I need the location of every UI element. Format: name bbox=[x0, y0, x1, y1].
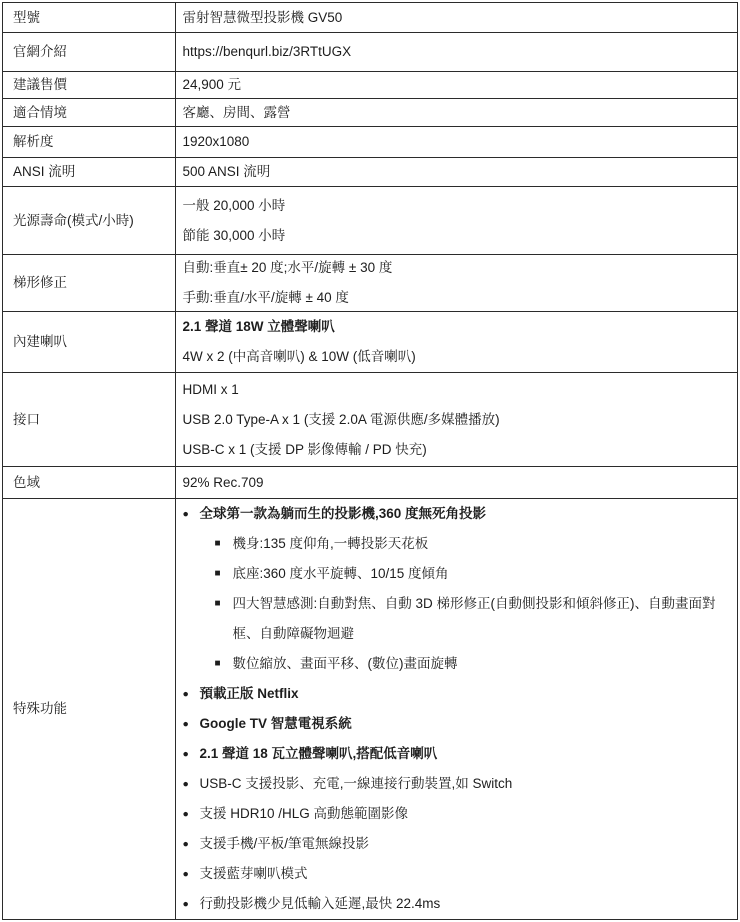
spec-value bbox=[176, 467, 738, 498]
circle-bullet-icon: ● bbox=[182, 718, 189, 730]
spec-value-line: 客廳、房間、露營 bbox=[182, 104, 291, 120]
spec-value bbox=[176, 33, 738, 71]
spec-value bbox=[176, 3, 738, 32]
feature-text: 支援手機/平板/筆電無線投影 bbox=[199, 836, 370, 851]
feature-text: 支援 HDR10 /HLG 高動態範圍影像 bbox=[199, 806, 409, 821]
spec-label: 特殊功能 bbox=[3, 499, 176, 919]
square-bullet-icon: ■ bbox=[214, 538, 221, 549]
spec-value-line: 手動:垂直/水平/旋轉 ± 40 度 bbox=[182, 290, 349, 305]
spec-label: ANSI 流明 bbox=[3, 158, 176, 186]
spec-value-line: 24,900 元 bbox=[182, 77, 242, 92]
feature-text: 四大智慧感測:自動對焦、自動 3D 梯形修正(自動側投影和傾斜修正)、自動畫面對框、自動障礙物迴避 bbox=[232, 596, 716, 641]
feature-item bbox=[176, 499, 735, 529]
spec-label: 色域 bbox=[3, 467, 176, 498]
spec-value-line: 2.1 聲道 18W 立體聲喇叭 bbox=[182, 319, 335, 334]
spec-value-line: https://benqurl.biz/3RTtUGX bbox=[182, 44, 352, 59]
spec-value-line: HDMI x 1 bbox=[182, 381, 239, 397]
spec-value-line: USB-C x 1 (支援 DP 影像傳輸 / PD 快充) bbox=[182, 441, 427, 457]
spec-row bbox=[3, 33, 737, 72]
circle-bullet-icon: ● bbox=[182, 748, 189, 760]
spec-value bbox=[176, 312, 738, 372]
spec-value bbox=[176, 158, 738, 186]
spec-row bbox=[3, 72, 737, 99]
feature-item bbox=[176, 829, 735, 859]
spec-label: 光源壽命(模式/小時) bbox=[3, 187, 176, 254]
feature-item bbox=[176, 799, 735, 829]
spec-label: 解析度 bbox=[3, 127, 176, 157]
spec-label: 接口 bbox=[3, 373, 176, 466]
spec-row bbox=[3, 467, 737, 499]
spec-value bbox=[176, 72, 738, 98]
feature-text: 支援藍芽喇叭模式 bbox=[199, 866, 308, 881]
feature-item bbox=[176, 769, 735, 799]
spec-value bbox=[176, 187, 738, 254]
spec-label: 型號 bbox=[3, 3, 176, 32]
spec-value-line: 92% Rec.709 bbox=[182, 474, 264, 490]
circle-bullet-icon: ● bbox=[182, 838, 189, 850]
spec-value bbox=[176, 373, 738, 466]
circle-bullet-icon: ● bbox=[182, 508, 189, 520]
spec-label: 內建喇叭 bbox=[3, 312, 176, 372]
spec-row bbox=[3, 99, 737, 127]
feature-text: Google TV 智慧電視系統 bbox=[199, 716, 352, 731]
feature-item bbox=[176, 709, 735, 739]
spec-row bbox=[3, 255, 737, 312]
feature-text: 底座:360 度水平旋轉、10/15 度傾角 bbox=[232, 566, 449, 581]
spec-value-line: USB 2.0 Type-A x 1 (支援 2.0A 電源供應/多媒體播放) bbox=[182, 411, 500, 427]
circle-bullet-icon: ● bbox=[182, 688, 189, 700]
feature-text: 行動投影機少見低輸入延遲,最快 22.4ms bbox=[199, 896, 441, 911]
spec-value-line: 500 ANSI 流明 bbox=[182, 164, 271, 179]
spec-value-line: 雷射智慧微型投影機 GV50 bbox=[182, 9, 343, 25]
spec-row bbox=[3, 187, 737, 255]
spec-table bbox=[2, 2, 738, 920]
feature-text: 機身:135 度仰角,一轉投影天花板 bbox=[232, 536, 429, 551]
feature-text: 全球第一款為躺而生的投影機,360 度無死角投影 bbox=[199, 506, 487, 521]
feature-item bbox=[176, 559, 735, 589]
feature-text: USB-C 支援投影、充電,一線連接行動裝置,如 Switch bbox=[199, 776, 513, 791]
feature-text: 預載正版 Netflix bbox=[199, 686, 299, 701]
spec-label: 官網介紹 bbox=[3, 33, 176, 71]
spec-label: 梯形修正 bbox=[3, 255, 176, 311]
spec-row bbox=[3, 499, 737, 919]
spec-value-line: 一般 20,000 小時 bbox=[182, 197, 286, 213]
spec-value-line: 1920x1080 bbox=[182, 134, 250, 149]
circle-bullet-icon: ● bbox=[182, 808, 189, 820]
feature-text: 2.1 聲道 18 瓦立體聲喇叭,搭配低音喇叭 bbox=[199, 746, 438, 761]
spec-value bbox=[176, 127, 738, 157]
spec-label: 建議售價 bbox=[3, 72, 176, 98]
feature-item bbox=[176, 589, 735, 649]
feature-item bbox=[176, 679, 735, 709]
circle-bullet-icon: ● bbox=[182, 868, 189, 880]
feature-item bbox=[176, 649, 735, 679]
square-bullet-icon: ■ bbox=[214, 658, 221, 669]
feature-item bbox=[176, 739, 735, 769]
spec-row bbox=[3, 3, 737, 33]
spec-value bbox=[176, 99, 738, 126]
square-bullet-icon: ■ bbox=[214, 568, 221, 579]
square-bullet-icon: ■ bbox=[214, 598, 221, 609]
spec-row bbox=[3, 312, 737, 373]
spec-value-line: 4W x 2 (中高音喇叭) & 10W (低音喇叭) bbox=[182, 349, 416, 364]
spec-value-line: 自動:垂直± 20 度;水平/旋轉 ± 30 度 bbox=[182, 260, 393, 275]
feature-text: 數位縮放、畫面平移、(數位)畫面旋轉 bbox=[232, 656, 458, 671]
spec-label: 適合情境 bbox=[3, 99, 176, 126]
spec-value-line: 節能 30,000 小時 bbox=[182, 227, 286, 243]
circle-bullet-icon: ● bbox=[182, 898, 189, 910]
feature-item bbox=[176, 529, 735, 559]
spec-row bbox=[3, 373, 737, 467]
feature-item bbox=[176, 889, 735, 919]
circle-bullet-icon: ● bbox=[182, 778, 189, 790]
spec-value bbox=[176, 499, 738, 919]
spec-row bbox=[3, 158, 737, 187]
spec-value bbox=[176, 255, 738, 311]
feature-item bbox=[176, 859, 735, 889]
spec-row bbox=[3, 127, 737, 158]
